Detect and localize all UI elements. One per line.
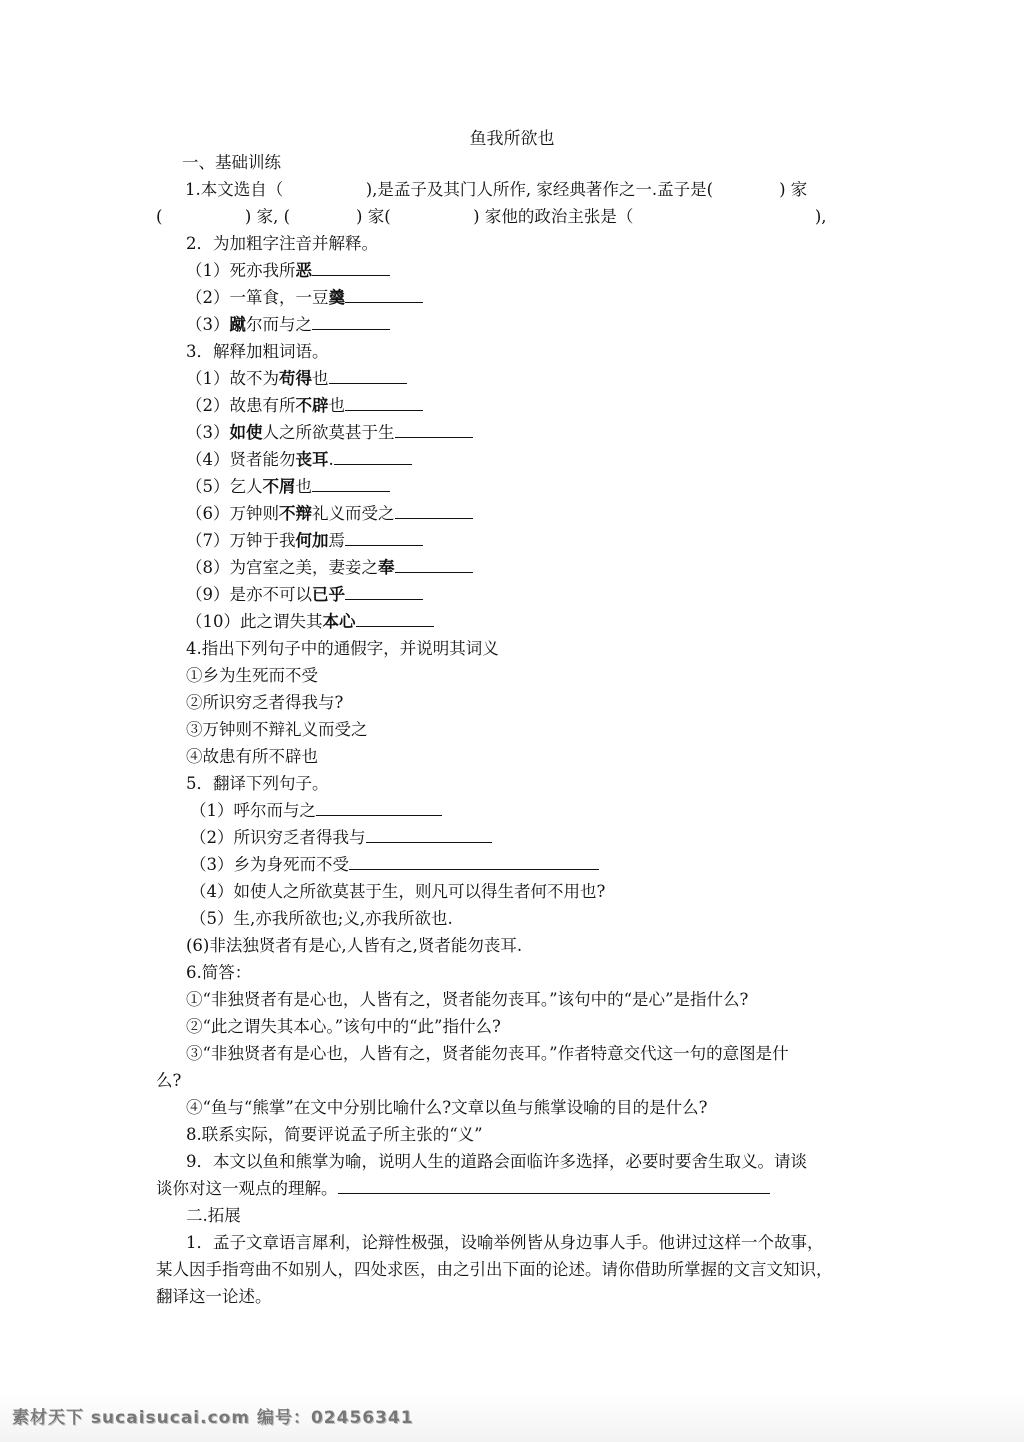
answer-blank[interactable] [312, 313, 390, 330]
q3-heading: 3．解释加粗词语。 [186, 342, 329, 361]
answer-blank[interactable] [395, 556, 473, 573]
q2-item: （3）蹴尔而与之 [186, 313, 390, 337]
q4-item: ③万钟则不辩礼义而受之 [186, 720, 368, 739]
q4-item: ①乡为生死而不受 [186, 666, 318, 685]
q5-item: （5）生,亦我所欲也;义,亦我所欲也. [190, 909, 453, 928]
q6-heading: 6.简答： [186, 963, 252, 982]
q3-item: （10）此之谓失其本心 [186, 610, 434, 634]
answer-blank[interactable] [356, 610, 434, 627]
q5-item: （4）如使人之所欲莫甚于生，则凡可以得生者何不用也? [190, 882, 606, 901]
section-heading-extension: 二.拓展 [186, 1206, 241, 1225]
q3-item: （9）是亦不可以已乎 [186, 583, 423, 607]
section-heading-basic: 一、基础训练 [182, 153, 281, 172]
answer-blank[interactable] [345, 286, 423, 303]
q9-line-2: 谈你对这一观点的理解。 [156, 1177, 770, 1201]
answer-blank[interactable] [345, 583, 423, 600]
q3-item: （4）贤者能勿丧耳. [186, 448, 412, 472]
q2-heading: 2．为加粗字注音并解释。 [186, 234, 378, 253]
answer-blank[interactable] [366, 826, 492, 843]
q2-item: （1）死亦我所恶 [186, 259, 390, 283]
q9-line-1: 9．本文以鱼和熊掌为喻，说明人生的道路会面临许多选择，必要时要舍生取义。请谈 [186, 1152, 807, 1171]
q5-item: （3）乡为身死而不受 [190, 853, 599, 877]
q3-item: （3）如使人之所欲莫甚于生 [186, 421, 473, 445]
q6-item: ④“鱼与“熊掌”在文中分别比喻什么?文章以鱼与熊掌设喻的目的是什么? [186, 1098, 708, 1117]
q4-heading: 4.指出下列句子中的通假字，并说明其词义 [186, 639, 499, 658]
q8-question: 8.联系实际，简要评说孟子所主张的“义” [186, 1125, 483, 1144]
answer-blank[interactable] [329, 367, 407, 384]
answer-blank[interactable] [395, 502, 473, 519]
watermark-text: 素材天下 sucaisucai.com 编号：02456341 [12, 1408, 414, 1428]
answer-blank[interactable] [349, 853, 599, 870]
q3-item: （5）乞人不屑也 [186, 475, 390, 499]
answer-blank[interactable] [312, 259, 390, 276]
q3-item: （6）万钟则不辩礼义而受之 [186, 502, 473, 526]
answer-blank[interactable] [345, 529, 423, 546]
answer-blank[interactable] [316, 799, 442, 816]
q2-item: （2）一箪食，一豆羹 [186, 286, 423, 310]
answer-blank[interactable] [334, 448, 412, 465]
q4-item: ②所识穷乏者得我与? [186, 693, 344, 712]
q6-item: ②“此之谓失其本心。”该句中的“此”指什么? [186, 1017, 501, 1036]
ext1-line-2: 某人因手指弯曲不如别人，四处求医，由之引出下面的论述。请你借助所掌握的文言文知识， [156, 1260, 833, 1279]
q1-line-1: 1.本文选自（ ),是孟子及其门人所作, 家经典著作之一.孟子是( ) 家 [185, 180, 808, 199]
answer-blank[interactable] [395, 421, 473, 438]
q3-item: （1）故不为苟得也 [186, 367, 407, 391]
answer-blank[interactable] [312, 475, 390, 492]
q3-item: （2）故患有所不辟也 [186, 394, 423, 418]
q3-item: （8）为宫室之美，妻妾之奉 [186, 556, 473, 580]
q6-item: ③“非独贤者有是心也，人皆有之，贤者能勿丧耳。”作者特意交代这一句的意图是什 [186, 1044, 789, 1063]
answer-blank[interactable] [345, 394, 423, 411]
ext1-line-3: 翻译这一论述。 [156, 1287, 272, 1306]
q3-item: （7）万钟于我何加焉 [186, 529, 423, 553]
q5-item: (6)非法独贤者有是心,人皆有之,贤者能勿丧耳. [186, 936, 523, 955]
q5-heading: 5．翻译下列句子。 [186, 774, 329, 793]
q1-line-2: ( ) 家, ( ) 家( ) 家他的政治主张是（ ), [156, 207, 827, 226]
ext1-line-1: 1．孟子文章语言犀利，论辩性极强，设喻举例皆从身边事人手。他讲过这样一个故事， [186, 1233, 824, 1252]
page-title: 鱼我所欲也 [469, 129, 555, 149]
q6-item-continued: 么? [156, 1071, 182, 1090]
q5-item: （2）所识穷乏者得我与 [190, 826, 492, 850]
q5-item: （1）呼尔而与之 [190, 799, 442, 823]
answer-blank[interactable] [338, 1177, 770, 1194]
watermark-footer [0, 1394, 1024, 1442]
q6-item: ①“非独贤者有是心也，人皆有之，贤者能勿丧耳。”该句中的“是心”是指什么? [186, 990, 749, 1009]
q4-item: ④故患有所不辟也 [186, 747, 318, 766]
